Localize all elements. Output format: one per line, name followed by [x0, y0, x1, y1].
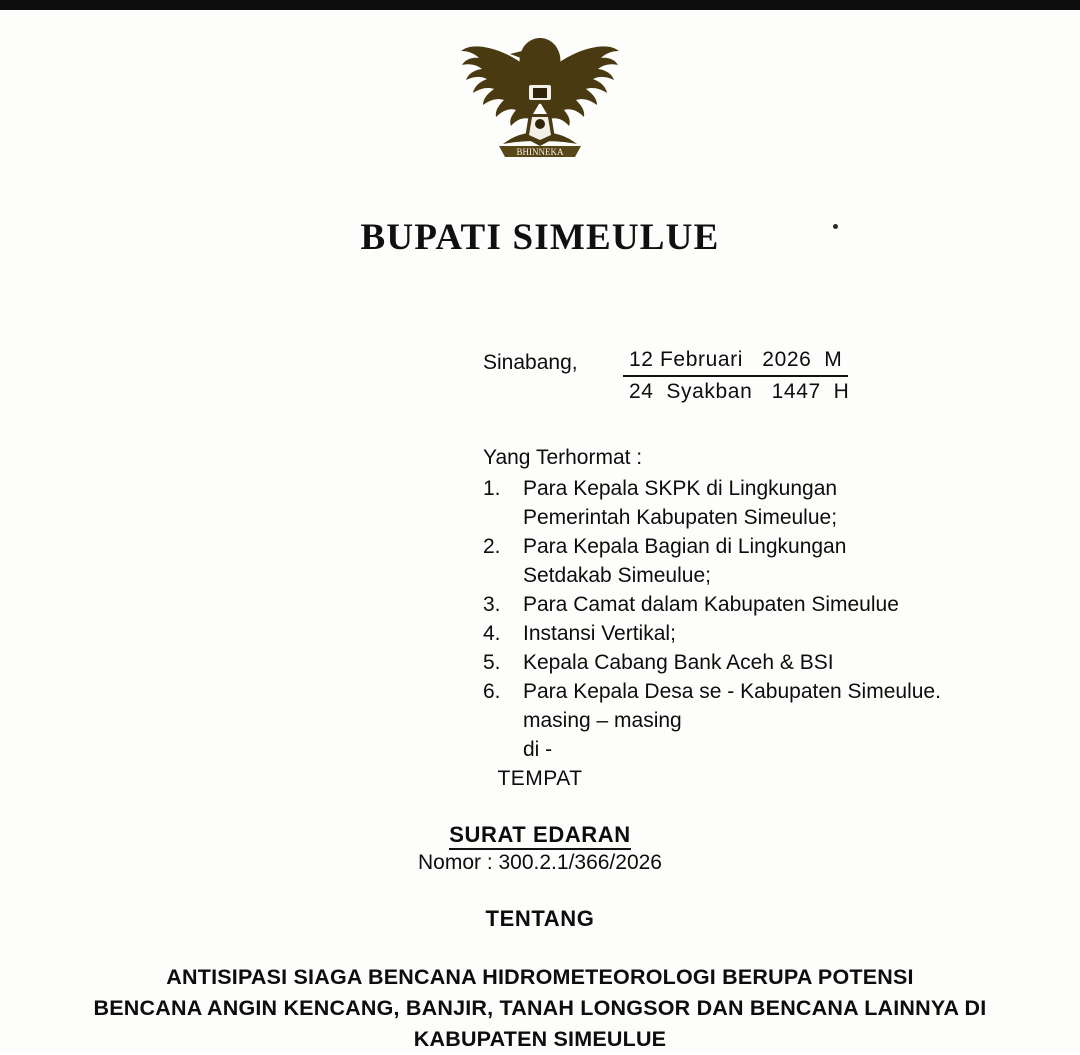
list-item-number: 1.: [483, 477, 501, 500]
recipients-block: [483, 443, 941, 764]
document-page: [0, 10, 1080, 1053]
list-item-label: Para Camat dalam Kabupaten Simeulue: [523, 593, 899, 616]
recipients-closing-line-2: di -: [523, 738, 553, 761]
date-hijri-value: 24 Syakban 1447 H: [629, 380, 850, 403]
date-gregorian-row: [483, 345, 855, 377]
letter-subject-line-3: KABUPATEN SIMEULUE: [413, 1027, 667, 1051]
list-item-number: 5.: [483, 651, 501, 674]
scan-top-border: [0, 0, 1080, 10]
letter-subject-line-2: BENCANA ANGIN KENCANG, BANJIR, TANAH LONGSOR DAN BENCANA LAINNYA DI: [93, 996, 987, 1020]
list-item-continuation: Pemerintah Kabupaten Simeulue;: [523, 506, 838, 529]
list-item-label: Kepala Cabang Bank Aceh & BSI: [523, 651, 834, 674]
list-item-label: Instansi Vertikal;: [523, 622, 676, 645]
date-gregorian-value: 12 Februari 2026 M: [623, 345, 848, 377]
list-item-number: 3.: [483, 593, 501, 616]
letter-type-heading: [0, 822, 1080, 848]
letter-subject: [0, 962, 1080, 1055]
list-item: [483, 619, 941, 648]
emblem-container: [0, 24, 1080, 174]
recipients-place: TEMPAT: [497, 767, 583, 790]
list-item-number: 2.: [483, 535, 501, 558]
list-item-continuation: Setdakab Simeulue;: [523, 564, 711, 587]
recipients-heading: Yang Terhormat :: [483, 446, 643, 469]
recipients-closing-line-1: masing – masing: [523, 709, 682, 732]
list-item-label: Para Kepala SKPK di Lingkungan: [523, 477, 838, 500]
list-item-label: Para Kepala Desa se - Kabupaten Simeulue.: [523, 680, 941, 703]
garuda-pancasila-emblem: [455, 24, 625, 169]
letter-type-text: SURAT EDARAN: [449, 822, 631, 850]
list-item: [483, 474, 941, 503]
list-item: [483, 590, 941, 619]
date-block: [483, 345, 855, 406]
page-title: BUPATI SIMEULUE: [360, 217, 720, 258]
list-item-number: 6.: [483, 680, 501, 703]
list-item-number: 4.: [483, 622, 501, 645]
date-city-label: Sinabang,: [483, 351, 578, 374]
recipients-list: [483, 474, 941, 764]
letter-about-label: TENTANG: [485, 906, 595, 931]
list-item: [483, 677, 941, 706]
list-item: [483, 532, 941, 561]
svg-text:BHINNEKA: BHINNEKA: [516, 147, 564, 157]
list-item-label: Para Kepala Bagian di Lingkungan: [523, 535, 847, 558]
list-item: [483, 648, 941, 677]
letter-number: Nomor : 300.2.1/366/2026: [417, 851, 662, 874]
letter-subject-line-1: ANTISIPASI SIAGA BENCANA HIDROMETEOROLOGI BERUPA POTENSI: [166, 965, 914, 989]
